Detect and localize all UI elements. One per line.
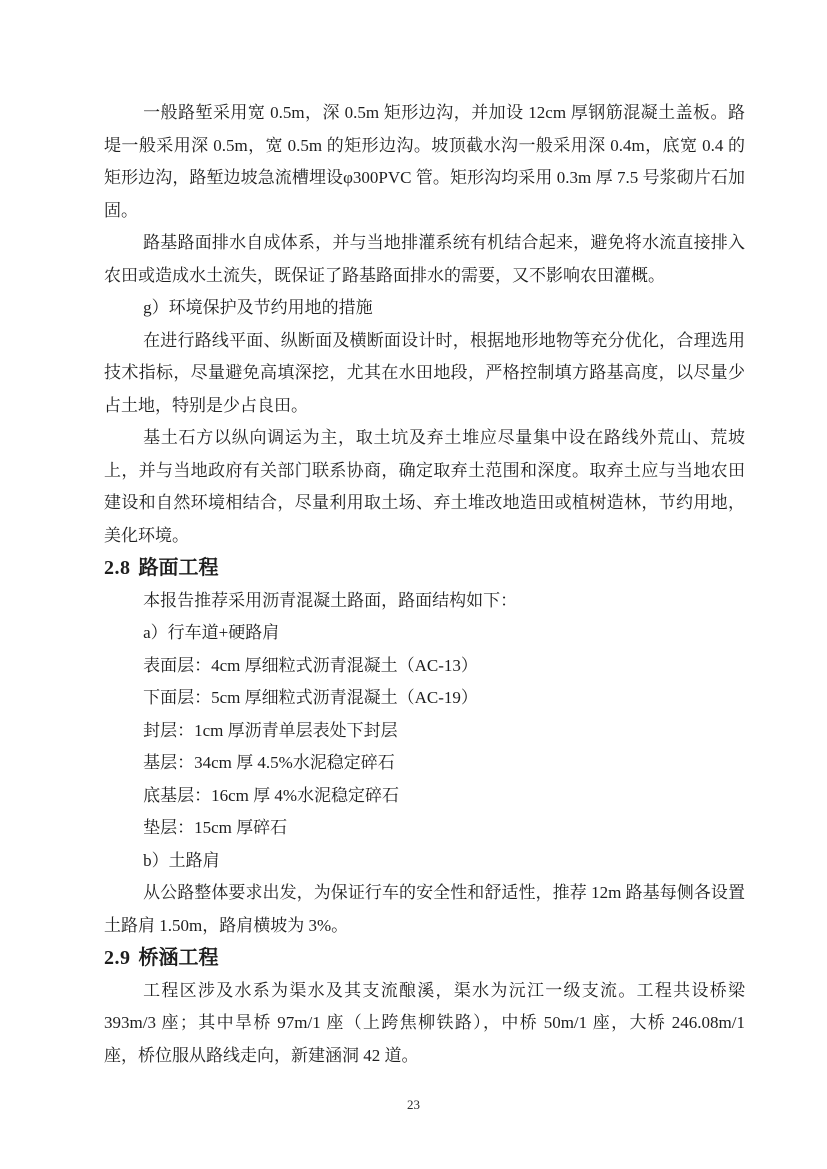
layer-lower-surface-course: 下面层：5cm 厚细粒式沥青混凝土（AC-19） <box>143 688 478 707</box>
section-title: 路面工程 <box>138 557 219 579</box>
paragraph-roadside-ditch: 一般路堑采用宽 0.5m，深 0.5m 矩形边沟，并加设 12cm 厚钢筋混凝土盖板。路堤一般采用深 0.5m，宽 0.5m 的矩形边沟。坡顶截水沟一般采用深 0.4m，底宽 0.4 的矩形边沟，路堑边坡急流槽埋设φ300PVC 管。矩形沟均采用 0.3m 厚 7.5 号浆砌片石加固。 <box>104 103 745 220</box>
page-number: 23 <box>407 1097 420 1112</box>
section-heading-2-9 <box>104 942 745 975</box>
paragraph-pavement-intro: 本报告推荐采用沥青混凝土路面，路面结构如下： <box>143 590 518 610</box>
layer-surface-course: 表面层：4cm 厚细粒式沥青混凝土（AC-13） <box>143 655 478 675</box>
section-number: 2.9 <box>104 947 131 969</box>
section-heading-2-8 <box>104 552 745 585</box>
layer-subbase-course: 底基层：16cm 厚 4%水泥稳定碎石 <box>143 785 400 805</box>
section-title: 桥涵工程 <box>138 947 219 969</box>
paragraph-alignment-design: 在进行路线平面、纵断面及横断面设计时，根据地形地物等充分优化，合理选用技术指标，尽量避免高填深挖，尤其在水田地段，严格控制填方路基高度，以尽量少占土地，特别是少占良田。 <box>104 330 745 415</box>
item-b-earth-shoulder: b）土路肩 <box>143 850 220 870</box>
item-a-carriageway-shoulder: a）行车道+硬路肩 <box>143 623 280 642</box>
layer-base-course: 基层：34cm 厚 4.5%水泥稳定碎石 <box>143 753 395 772</box>
paragraph-drainage-system: 路基路面排水自成体系，并与当地排灌系统有机结合起来，避免将水流直接排入农田或造成水土流失，既保证了路基路面排水的需要，又不影响农田灌概。 <box>104 233 745 285</box>
layer-cushion-course: 垫层：15cm 厚碎石 <box>143 818 288 837</box>
layer-seal-coat: 封层：1cm 厚沥青单层表处下封层 <box>143 720 398 740</box>
page-body <box>104 97 745 1072</box>
paragraph-shoulder-setting: 从公路整体要求出发，为保证行车的安全性和舒适性，推荐 12m 路基每侧各设置土路肩 1.50m，路肩横坡为 3%。 <box>104 883 745 935</box>
paragraph-earthwork-disposal: 基土石方以纵向调运为主，取土坑及弃土堆应尽量集中设在路线外荒山、荒坡上，并与当地政府有关部门联系协商，确定取弃土范围和深度。取弃土应与当地农田建设和自然环境相结合，尽量利用取土场、弃土堆改地造田或植树造林，节约用地，美化环境。 <box>104 428 745 545</box>
paragraph-bridges-culverts: 工程区涉及水系为渠水及其支流酿溪，渠水为沅江一级支流。工程共设桥梁 393m/3 座；其中旱桥 97m/1 座（上跨焦柳铁路），中桥 50m/1 座，大桥 246.08m/1 座，桥位服从路线走向，新建涵洞 42 道。 <box>104 980 745 1065</box>
item-g-environment-measures: g）环境保护及节约用地的措施 <box>143 298 373 317</box>
section-number: 2.8 <box>104 557 131 579</box>
